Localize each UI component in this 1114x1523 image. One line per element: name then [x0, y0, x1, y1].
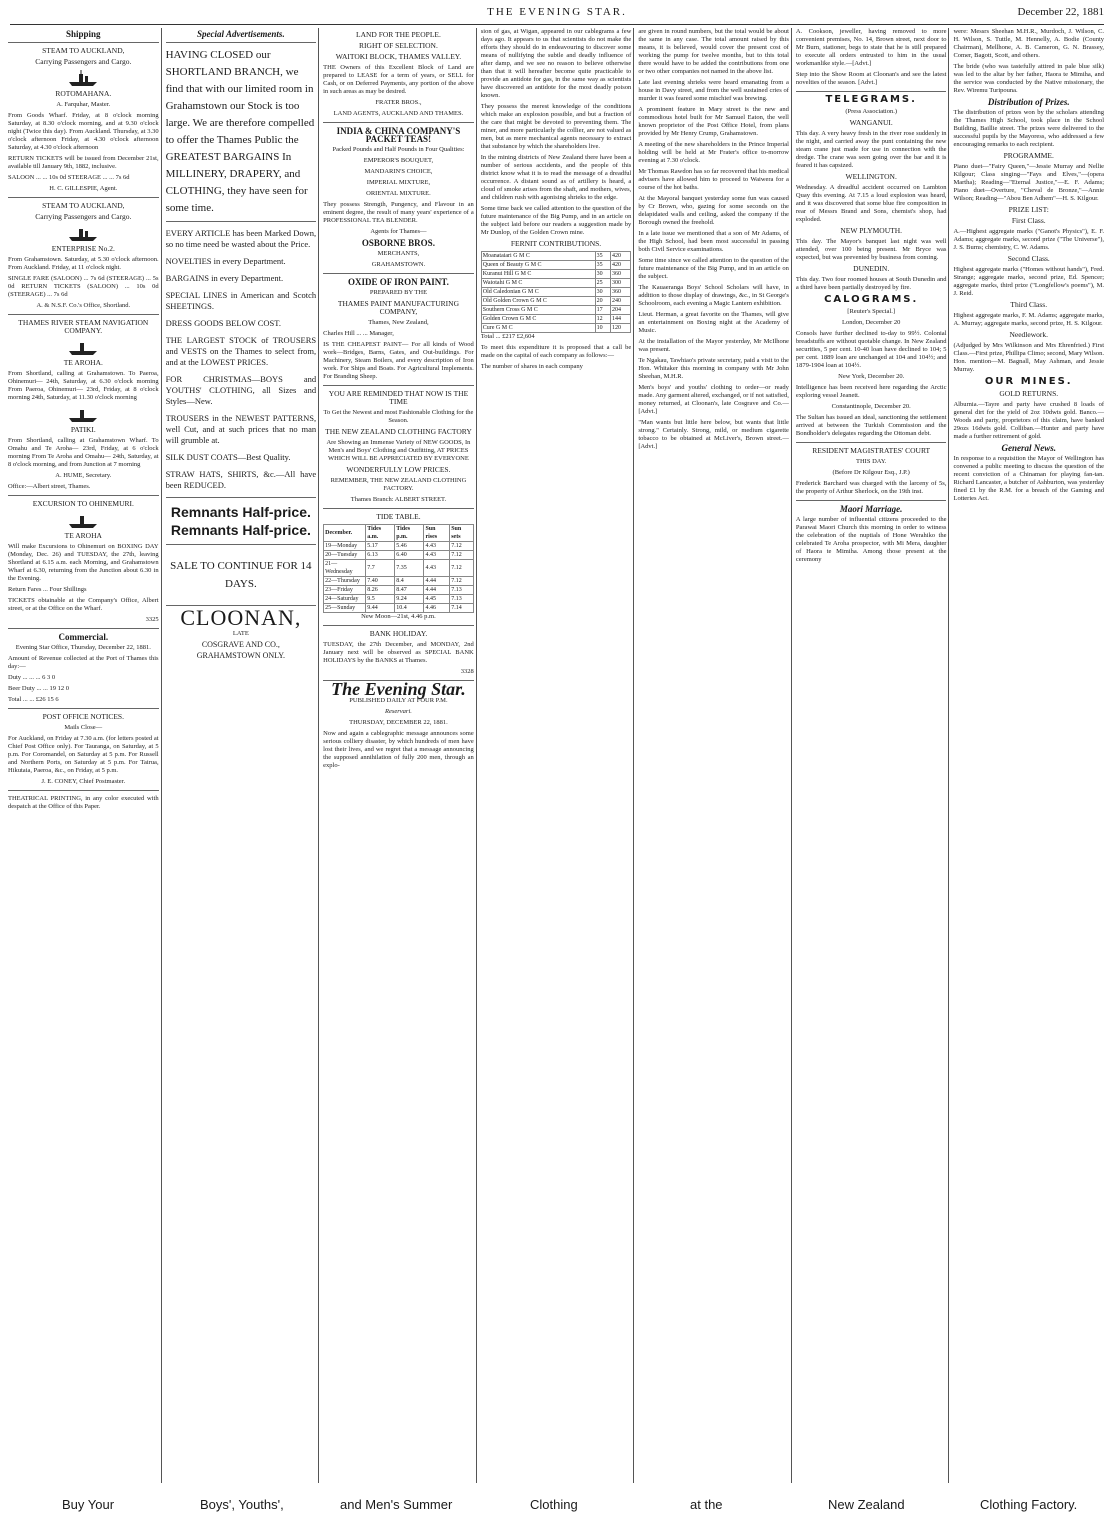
table-cell: 5.17 — [366, 542, 395, 551]
dateline: DUNEDIN. — [853, 264, 890, 273]
tide-header-cell: Tides p.m. — [395, 525, 424, 542]
news-item: The Kauaeranga Boys' School Scholars will have, in addition to those display of drawings, &c., in St George's Schoolroom, each evening a Magic Lantern exhibition. — [638, 284, 789, 307]
article-text: To meet this expenditure it is proposed that a call be made on the capital of each company as follows:— — [480, 344, 632, 359]
ad-agent: A. & N.S.F. Co.'s Office, Shortland. — [36, 302, 131, 309]
ad-agent: A. HUME, Secretary. — [55, 472, 112, 479]
ad-fares: SALOON ... ... 10s 0d STEERAGE ... ... 7s 6d — [8, 174, 130, 181]
table-cell: 7.7 — [366, 560, 395, 577]
table-row — [324, 604, 474, 613]
remnants-banner: Remnants Half-price. — [170, 522, 311, 538]
mines-banner: OUR MINES. — [984, 376, 1073, 387]
table-cell: 4.43 — [424, 551, 450, 560]
subheading: PRIZE LIST: — [1008, 205, 1049, 214]
table-row — [481, 261, 631, 270]
tide-header-cell: December. — [324, 525, 366, 542]
news-item: Some time since we called attention to the question of the future maintenance of the Big Pump, and in an article on the subject. — [638, 257, 789, 280]
divider — [8, 628, 159, 629]
table-row — [481, 324, 631, 333]
table-row — [324, 586, 474, 595]
masthead-date: THURSDAY, DECEMBER 22, 1881. — [349, 719, 448, 726]
court-day: THIS DAY. — [856, 458, 887, 465]
sale-notice: SALE TO CONTINUE FOR 14 DAYS. — [170, 560, 312, 590]
table-cell: 4.43 — [424, 542, 450, 551]
cable-body: The Sultan has issued an ideal, sanctioning the settlement arrived at between the Turkish Commission and the Bondholder's delegates regarding the Ottoman debt. — [795, 414, 947, 437]
ship-name: PATIKI. — [70, 425, 96, 434]
masthead-motto: Reservari. — [384, 708, 412, 715]
table-cell: 20 — [595, 297, 610, 306]
contribution-table — [481, 251, 632, 333]
telegram-body: This day. Two four roomed houses at South Dunedin and a third have been partially destroyed by fire. — [795, 276, 947, 291]
table-cell: 6.13 — [366, 551, 395, 560]
printing-ad: THEATRICAL PRINTING, in any color executed with despatch at the Office of this Paper. — [8, 795, 159, 810]
ad-subtitle: Carrying Passengers and Cargo. — [35, 57, 132, 66]
tide-header-cell: Sun rises — [424, 525, 450, 542]
divider — [323, 273, 474, 274]
ad-signed: FRATER BROS., — [375, 99, 422, 106]
article-text: Highest aggregate marks ("Homes without hands"), Fred. Strange; aggregate marks, second prize, Ed. Spencer; aggregate marks, third prize ("Longfellow's poems"), M. J. Reid. — [953, 266, 1105, 297]
ad-title: YOU ARE REMINDED THAT NOW IS THE TIME — [328, 389, 469, 406]
divider — [166, 42, 317, 43]
divider — [8, 495, 159, 496]
notice-subtitle: Mails Close— — [64, 724, 103, 731]
table-cell: 17 — [595, 306, 610, 315]
table-cell: 360 — [610, 288, 630, 297]
news-item: Te Ngakau, Tawhiao's private secretary, paid a visit to the Hon. Whitaker this morning in company with Mr John Sheehan, M.H.R. — [638, 357, 789, 380]
news-item: Step into the Show Room at Cloonan's and see the latest novelties of the season. [Advt.] — [795, 71, 947, 86]
footer-word: Clothing — [530, 1497, 578, 1512]
subheading: GOLD RETURNS. — [999, 389, 1059, 398]
footer-word: Buy Your — [62, 1497, 115, 1512]
ad-title: LAND FOR THE PEOPLE. — [356, 30, 441, 39]
table-cell: Old Caledonian G M C — [481, 288, 595, 297]
steamship-icon — [67, 511, 99, 529]
article-text: Highest aggregate marks, F. M. Adams; aggregate marks, A. Murray; aggregate marks, second prize, H. S. Kilgour. — [953, 312, 1105, 327]
ad-place: Thames, New Zealand, — [368, 319, 429, 326]
dateline: NEW PLYMOUTH. — [840, 226, 902, 235]
ad-branch: Thames Branch: ALBERT STREET. — [350, 496, 447, 503]
table-cell: Cure G M C — [481, 324, 595, 333]
cablegrams-banner: CALOGRAMS. — [824, 294, 919, 305]
divider — [166, 544, 317, 545]
table-cell: 7.35 — [395, 560, 424, 577]
advertiser-town: GRAHAMSTOWN ONLY. — [196, 651, 285, 660]
divider — [796, 500, 947, 501]
table-cell: 4.46 — [424, 604, 450, 613]
article-text: Some time back we called attention to the question of the future maintenance of the Big Pump, and in an article on the subject laid before our readers a suggestion made by Mr Dunlop, of the Golden Crown mine. — [480, 205, 632, 236]
ad-body: From Shortland, calling at Grahamstown. To Paeroa, Ohinemuri— 24th, Saturday, at 6.30 o'clock morning From Paeroa, Ohinemuri— 23rd, Friday, at 8 o'clock morning 24th, Saturday, at 11.30 o'clock morning — [8, 370, 159, 401]
section-title: Commercial. — [58, 632, 109, 642]
contribution-table-title: FERNIT CONTRIBUTIONS. — [510, 239, 602, 248]
news-item: A meeting of the new shareholders in the Prince Imperial holding will be held at Mr Frater's office to-morrow evening at 7.30 o'clock. — [638, 141, 789, 164]
table-cell: 4.45 — [424, 595, 450, 604]
article-text: sion of gas, at Wigan, appeared in our cablegrams a few days ago. It appears to us that scientists do not make the efforts they should do in endeavouring to discover some means of nullifying the subtle and deadly influence of after damp, and we see no reason to believe otherwise than that it will hereafter become quite practicable to provide an antidote for gas, in the same way as scientists have discovered an antidote for the most deadly poison known. — [480, 28, 632, 99]
news-item: Lieut. Herman, a great favorite on the Thames, will give an entertainment on Boxing night at the Academy of Music. — [638, 311, 789, 334]
news-item: In a late issue we mentioned that a son of Mr Adams, of the High School, had been most successful in passing both Civil Service examinations. — [638, 230, 789, 253]
subheading: First Class. — [1011, 216, 1046, 225]
revenue-total: Total ... ... £26 15 6 — [8, 696, 59, 703]
ad-body: Are Showing an Immense Variety of NEW GOODS, In Men's and Boys' Clothing and Outfitting, AT PRICES WHICH WILL BE APPRECIATED BY EVERYONE — [326, 439, 471, 462]
divider — [8, 314, 159, 315]
table-cell: 12 — [595, 315, 610, 324]
divider — [8, 708, 159, 709]
ad-fares: SINGLE FARE (SALOON) ... 7s 6d (STEERAGE) ... 5s 0d RETURN TICKETS (SALOON) ... 10s 0d (STEERAGE) ... 7s 6d — [8, 275, 159, 298]
table-cell: 24—Saturday — [324, 595, 366, 604]
article-text: Alburnia.—Tayre and party have crushed 8 loads of general dirt for the yield of 2oz 10dwts gold. Banco.—Woods and party, proprietors of this claim, have banked 29ozs 16dwts gold. Colliban.—Hunter and party have made a further retirement of gold. — [953, 401, 1105, 440]
table-cell: 20—Tuesday — [324, 551, 366, 560]
remnants-banner: Remnants Half-price. — [170, 504, 311, 520]
ad-title: EXCURSION TO OHINEMURI. — [32, 499, 134, 508]
ad-block-name: WAITOKI BLOCK, THAMES VALLEY. — [335, 52, 462, 61]
table-row — [324, 551, 474, 560]
table-row — [481, 279, 631, 288]
table-cell: 9.44 — [366, 604, 395, 613]
table-cell: 35 — [595, 261, 610, 270]
table-cell: 5.46 — [395, 542, 424, 551]
tea-quality: EMPEROR'S BOUQUET, — [363, 157, 434, 164]
ad-factory: THE NEW ZEALAND CLOTHING FACTORY — [325, 427, 472, 436]
ad-merchants: MERCHANTS, — [377, 250, 420, 257]
section-title: Special Advertisements. — [197, 29, 285, 39]
table-cell: 360 — [610, 270, 630, 279]
table-cell: Moanataiari G M C — [481, 252, 595, 261]
telegram-body: This day. The Mayor's banquet last night was well attended, over 100 being present. Mr Bryce was expected, but was prevented by business from coming. — [795, 238, 947, 261]
advert-item: DRESS GOODS BELOW COST. — [165, 318, 281, 328]
holiday-title: BANK HOLIDAY. — [369, 629, 428, 638]
advert-item: FOR CHRISTMAS—BOYS and YOUTHS' CLOTHING, all Sizes and Styles—New. — [165, 374, 317, 406]
ship-name: TE AROHA. — [63, 358, 103, 367]
subheading: Needlework. — [1009, 330, 1049, 339]
divider — [323, 385, 474, 386]
section-title: Maori Marriage. — [839, 504, 903, 514]
ad-company: THAMES PAINT MANUFACTURING COMPANY, — [337, 299, 459, 316]
news-item: A. Cookson, jeweller, having removed to more convenient premises, No. 14, Brown street, next door to Mr Burn, stationer, begs to state that he is still prepared to execute all orders entrusted to him in the usual workmanlike style.—[Advt.] — [795, 28, 947, 67]
press-credit: (Press Association.) — [845, 108, 897, 115]
subheading: PROGRAMME. — [1003, 151, 1054, 160]
tide-table — [323, 524, 474, 613]
table-cell: Golden Crown G M C — [481, 315, 595, 324]
steamship-icon — [67, 338, 99, 356]
main-advert: HAVING CLOSED our SHORTLAND BRANCH, we find that with our limited room in Grahamstown our Stock is too large. We are therefore compelled to offer the Thames Public the GREATEST BARGAINS In MILLINERY, DRAPERY, and CLOTHING, they have seen for some time. — [165, 49, 315, 214]
table-cell: 7.12 — [450, 560, 474, 577]
table-cell: 25—Sunday — [324, 604, 366, 613]
article-text: The bride (who was tastefully attired in pale blue silk) was led to the altar by her father, Haora te Mimiha, and the service was conducted by the Native missionary, the Rev. Wiremu Turipouna. — [953, 63, 1105, 94]
tide-header-cell: Sun sets — [450, 525, 474, 542]
table-cell: 144 — [610, 315, 630, 324]
table-row — [481, 297, 631, 306]
divider — [166, 497, 317, 498]
page-date: December 22, 1881 — [1017, 6, 1104, 18]
table-cell: 420 — [610, 261, 630, 270]
newspaper-title: THE EVENING STAR. — [487, 6, 627, 18]
ad-return: RETURN TICKETS will be issued from December 21st, available till January 9th, 1882, inclusive. — [8, 155, 159, 170]
ad-remember: REMEMBER, THE NEW ZEALAND CLOTHING FACTORY. — [330, 477, 467, 492]
table-cell: 30 — [595, 270, 610, 279]
commercial-body: Amount of Revenue collected at the Port of Thames this day:— — [8, 655, 159, 670]
divider — [323, 122, 474, 123]
divider — [796, 91, 947, 92]
steamship-icon — [67, 69, 99, 87]
table-cell: Queen of Beauty G M C — [481, 261, 595, 270]
cable-body: Consols have further declined to-day to 99½. Colonial breadstuffs are without quotable change. In New Zealand securities, 5 per cent. 10-40 loan have declined to 104; 5 per cent. 1889 loan are unchanged at 104 and 104½; and 1879-1904 loan at 104½. — [795, 330, 947, 369]
table-row — [481, 252, 631, 261]
table-cell: 4.44 — [424, 586, 450, 595]
steamship-icon — [67, 405, 99, 423]
news-item: A prominent feature in Mary street is the new and commodious hotel built for Mr Samuel Eaton, the well known proprietor of the Post Office Hotel, from plans provided by Mr Henry Crump, Grahamstown. — [638, 106, 789, 137]
table-row — [324, 560, 474, 577]
steamship-icon — [67, 224, 99, 242]
dateline: Constantinople, December 20. — [831, 403, 911, 410]
table-cell: 8.47 — [395, 586, 424, 595]
ad-firm: OSBORNE BROS. — [361, 238, 435, 248]
advert-item: STRAW HATS, SHIRTS, &c.—All have been REDUCED. — [165, 469, 317, 490]
article-text: A large number of influential citizens proceeded to the Parawai Maori Church this morning in order to witness the celebration of the nuptials of Hone Werahiko the celebrated Te Aroha prospector, with Mi Mera, daughter of Haora te Mimiha. Among those present at the ceremony — [795, 516, 947, 563]
ad-title: OXIDE OF IRON PAINT. — [348, 277, 449, 287]
ad-prepared: PREPARED BY THE — [369, 289, 428, 296]
dateline: London, December 20 — [842, 319, 901, 326]
notice-body: For Auckland, on Friday at 7.30 a.m. (for letters posted at Chief Post Office only). For Tauranga, on Saturday, at 5 p.m. For Coromandel, on Saturday at 5 p.m. For Russell and Northern Ports, on Saturday at 5 p.m. For Tairua, Hikutaia, Paeroa, &c., on Friday, at 5 p.m. — [8, 735, 159, 774]
column-local-news — [638, 28, 792, 1483]
ad-subtitle: Packed Pounds and Half Pounds in Four Qualities: — [332, 146, 465, 153]
ad-manager: Charles Hill ... ... Manager, — [323, 330, 394, 337]
table-cell: 4.44 — [424, 577, 450, 586]
column-telegrams — [796, 28, 950, 1483]
telegram-body: This day. A very heavy fresh in the river rose suddenly in the night, and carried away the punt containing the new steam crane just made for use in connection with the dredge. The crane was seen going over the bar and it is feared it has capsized. — [795, 130, 947, 169]
news-item: Mr Thomas Rawdon has so far recovered that his medical advisers have allowed him to proceed to Waiwera for a course of the hot baths. — [638, 168, 789, 191]
table-cell: 7.12 — [450, 577, 474, 586]
footer-word: Boys', Youths', — [200, 1497, 284, 1512]
section-title: Distribution of Prizes. — [987, 97, 1070, 107]
table-cell: 420 — [610, 252, 630, 261]
article-text: A.—Highest aggregate marks ("Ganot's Physics"), E. F. Adams; aggregate marks, second prize ("The Universe"), J. S. Burns; chemistry, C. W. Adams. — [953, 228, 1105, 251]
masthead: The Evening Star. — [331, 679, 466, 699]
column-shipping — [8, 28, 162, 1483]
columns — [8, 28, 1106, 1483]
table-cell: 9.24 — [395, 595, 424, 604]
table-cell: 21—Wednesday — [324, 560, 366, 577]
dateline: WANGANUI. — [849, 118, 893, 127]
table-row — [324, 595, 474, 604]
column-prizes-mines — [953, 28, 1106, 1483]
divider — [8, 790, 159, 791]
ad-body: Will make Excursions to Ohinemuri on BOXING DAY (Monday, Dec. 26) and TUESDAY, the 27th, leaving Shortland at 6.15 a.m. each Morning, and Grahamstown Wharf at 6.30, returning from the Junction about 6.30 in the Evening. — [8, 543, 159, 582]
dateline: New York, December 20. — [838, 373, 905, 380]
ship-name: TE AROHA — [64, 531, 102, 540]
ad-subtitle: Carrying Passengers and Cargo. — [35, 212, 132, 221]
column-special-ads — [166, 28, 320, 1483]
table-row — [324, 577, 474, 586]
news-item: Men's boys' and youths' clothing to order—or ready made. Any garment altered, exchanged, or if not satisfied, money returned, at Cloonan's, late Cosgrave and Co.—[Advt.] — [638, 384, 789, 415]
table-cell: Kuranui Hill G M C — [481, 270, 595, 279]
ad-town: GRAHAMSTOWN. — [371, 261, 426, 268]
article-text: (Adjudged by Mrs Wilkinson and Mrs Ehrenfried.) First Class.—First prize, Phillipa Climo; second, Mary Wilson. Hon. mention—M. Bagnall, May Ashman, and Jessie Murray. — [953, 342, 1105, 373]
advertiser-name: CLOONAN, — [180, 605, 302, 630]
footer-word: and Men's Summer — [340, 1497, 453, 1512]
ad-body: IS THE CHEAPEST PAINT— For all kinds of Wood work—Bridges, Barns, Gates, and Out-buildings. For Machinery, Steam Boilers, and every description of Iron work. For Ships and Boats. For Agricultural Implements. For Branding Sheep. — [323, 341, 474, 380]
telegram-body: Wednesday. A dreadful accident occurred on Lambton Quay this evening. At 7.15 a loud explosion was heard, and it was discovered that some blue fire composition in rear of Messrs Brand and Sons, chemist's shop, had exploded. — [795, 184, 947, 223]
table-cell: 4.43 — [424, 560, 450, 577]
contribution-total: Total ... £217 £2,604 — [480, 333, 535, 340]
ad-office: Office:—Albert street, Thames. — [8, 483, 91, 490]
divider — [166, 221, 317, 222]
ad-body: From Grahamstown. Saturday, at 5.30 o'clock afternoon. From Auckland. Friday, at 11 o'clock night. — [8, 256, 159, 271]
table-cell: 6.40 — [395, 551, 424, 560]
table-cell: 9.5 — [366, 595, 395, 604]
table-cell: 19—Monday — [324, 542, 366, 551]
ad-title: INDIA & CHINA COMPANY'S PACKET TEAS! — [336, 126, 461, 144]
footer-word: Clothing Factory. — [980, 1497, 1078, 1512]
subheading: Second Class. — [1007, 254, 1050, 263]
table-cell: 7.13 — [450, 595, 474, 604]
news-item: Late last evening shrieks were heard emanating from a house in Davy street, and from the well sustained cries of murder it was feared some mischief was brewing. — [638, 79, 789, 102]
subheading: Third Class. — [1010, 300, 1048, 309]
table-cell: 10 — [595, 324, 610, 333]
table-cell: 22—Thursday — [324, 577, 366, 586]
article-text: They possess the merest knowledge of the conditions which make an explosion possible, and but a fraction of the care that might be devoted to preventing them. The miner, and more particularly the collier, are not valued as men, but as mere mechanical agents necessary to extract that substance by which the shareholders live. — [480, 103, 632, 150]
table-cell: 35 — [595, 252, 610, 261]
article-text: The distribution of prizes won by the scholars attending the Thames High School, took place in the School Building, Baillie street. The prizes were delivered to the successful pupils by the Mayoress, who addressed a few encouraging remarks to each recipient. — [953, 109, 1105, 148]
news-item: "Man wants but little here below, but wants that little strong." Certainly. Strong, mild, or medium cigarette tobacco to be obtained at McLiver's, Brown street.—[Advt.] — [638, 419, 789, 450]
table-cell: 204 — [610, 306, 630, 315]
ad-note: TICKETS obtainable at the Company's Office, Albert street, or at the Office on the Wharf. — [8, 597, 159, 612]
ad-title: STEAM TO AUCKLAND, — [42, 46, 125, 55]
ad-prices: WONDERFULLY LOW PRICES. — [346, 465, 451, 474]
ship-master: A. Farquhar, Master. — [56, 101, 111, 108]
revenue-row: Duty ... ... ... 6 3 0 — [8, 674, 56, 681]
table-cell: 23—Friday — [324, 586, 366, 595]
section-title: General News. — [1001, 443, 1056, 453]
footer-word: at the — [690, 1497, 723, 1512]
advert-item: BARGAINS in every Department. — [165, 273, 284, 283]
table-cell: 30 — [595, 288, 610, 297]
news-item: At the Mayoral banquet yesterday some fun was caused by Cr Brown, who, gazing for some seconds on the delapidated walls and ceiling, asked the company if the Borough owned the freehold. — [638, 195, 789, 226]
advert-item: SPECIAL LINES in American and Scotch SHEETINGS. — [165, 290, 317, 311]
advert-item: SILK DUST COATS—Best Quality. — [165, 452, 291, 462]
ad-agents: LAND AGENTS, AUCKLAND AND THAMES. — [333, 110, 464, 117]
footer-word: New Zealand — [828, 1497, 905, 1512]
masthead-sub: PUBLISHED DAILY AT FOUR P.M. — [349, 697, 448, 704]
table-row — [481, 270, 631, 279]
advertiser-late: LATE — [232, 630, 249, 637]
advert-item: TROUSERS in the NEWEST PATTERNS, well Cut, and at such prices that no man will grumble at. — [165, 413, 317, 445]
article-text: In response to a requisition the Mayor of Wellington has convened a public meeting to discuss the question of the recent conviction of a Chinaman for playing fan-tan. Richard Lancaster, a butcher of Ashburton, was yesterday fined £1 by the R.M. for a breach of the Gaming and Lotteries Act. — [953, 455, 1105, 502]
table-row — [481, 306, 631, 315]
column-leader — [481, 28, 635, 1483]
table-row — [481, 288, 631, 297]
table-cell: 10.4 — [395, 604, 424, 613]
tea-quality: IMPERIAL MIXTURE, — [366, 179, 431, 186]
ad-body: They possess Strength, Pungency, and Flavour in an eminent degree, the result of many years' experience of a PROFESSIONAL TEA BLENDER. — [323, 201, 474, 224]
page-header — [10, 6, 1104, 25]
tide-note: New Moon—21st, 4.46 p.m. — [361, 613, 436, 620]
article-text: were: Messrs Sheehan M.H.R., Murdoch, J. Wilson, C. H. Wilson, S. Tuttle, M. Hennelly, A. Bodie (County Chairman), Mellhone, A. B. Cameron, G. N. Brassey, Comer, Bagott, Scott, and others. — [953, 28, 1105, 59]
ad-code: 3325 — [145, 616, 159, 623]
ad-title: STEAM TO AUCKLAND, — [42, 201, 125, 210]
table-cell: 8.26 — [366, 586, 395, 595]
tide-header-cell: Tides a.m. — [366, 525, 395, 542]
divider — [796, 442, 947, 443]
holiday-body: TUESDAY, the 27th December, and MONDAY, 2nd January next will be observed as SPECIAL BANK HOLIDAYS by the BANKS at Thames. — [323, 641, 474, 664]
telegrams-banner: TELEGRAMS. — [825, 94, 917, 105]
news-item: At the installation of the Mayor yesterday, Mr McIlhone was present. — [638, 338, 789, 353]
table-cell: 7.12 — [450, 542, 474, 551]
table-cell: 7.13 — [450, 586, 474, 595]
ad-subtitle: To Get the Newest and most Fashionable Clothing for the Season. — [323, 409, 474, 424]
article-text: The number of shares in each company — [480, 363, 583, 370]
tide-table-title: TIDE TABLE. — [376, 512, 421, 521]
table-cell: 240 — [610, 297, 630, 306]
notice-signed: J. E. CONEY, Chief Postmaster. — [41, 778, 126, 785]
table-cell: 25 — [595, 279, 610, 288]
news-item: are given in round numbers, but the total would be about the same in any case. The total amount raised by this means, it is believed, would cover the present cost of working the pump for twelve months, but to this total there would have to be added the contributions from one or two other companies not named in the above list. — [638, 28, 789, 75]
table-cell: Old Golden Crown G M C — [481, 297, 595, 306]
article-text: In the mining districts of New Zealand there have been a number of serious accidents, and the people of this district know what it is to read the message of a dreadful occurrence. A distant sound as of artillery is heard, a cloud of smoke arises from the shaft, and mothers, wives, and children rush with agonising shrieks to the edge. — [480, 154, 632, 201]
ship-name: ENTERPRISE No.2. — [51, 244, 115, 253]
table-row — [324, 542, 474, 551]
footer-advert — [0, 1497, 1114, 1517]
commercial-subtitle: Evening Star Office, Thursday, December 22, 1881. — [15, 644, 151, 651]
table-cell: 7.40 — [366, 577, 395, 586]
reuter-credit: [Reuter's Special.] — [847, 308, 896, 315]
advert-item: EVERY ARTICLE has been Marked Down, so no time need be wasted about the Price. — [165, 228, 317, 249]
table-cell: 7.12 — [450, 551, 474, 560]
table-row — [481, 315, 631, 324]
ad-body: THE Owners of this Excellent Block of Land are prepared to LEASE for a term of years, or SELL for Cash, or on Deferred Payments, any portion of the above in such areas as may be desired. — [323, 64, 474, 95]
advert-item: THE LARGEST STOCK of TROUSERS and VESTS on the Thames to select from, and at the LOWEST PRICES. — [165, 335, 317, 367]
tea-quality: MANDARIN'S CHOICE, — [364, 168, 433, 175]
advert-item: NOVELTIES in every Department. — [165, 256, 286, 266]
table-cell: 300 — [610, 279, 630, 288]
advertiser-firm: COSGRAVE AND CO., — [201, 640, 280, 649]
ad-subtitle: RIGHT OF SELECTION. — [359, 41, 438, 50]
divider — [323, 625, 474, 626]
ship-name: ROTOMAHANA. — [55, 89, 112, 98]
leader-article: Now and again a cablegraphic message announces some serious colliery disaster, by which hundreds of men have lost their lives, and we regret that a message announcing the supposed annihilation of fully 200 men, through an explo- — [323, 730, 474, 769]
ad-body: From Shortland, calling at Grahamstown Wharf. To Omahu and Te Aroha— 23rd, Friday, at 6 o'clock morning From Te Aroha and Omahu— 24th, Saturday, at 8 o'clock morning, and from Junction at 7 morning — [8, 437, 159, 468]
holiday-code: 3328 — [460, 668, 474, 675]
divider — [8, 197, 159, 198]
revenue-row: Beer Duty ... ... 19 12 0 — [8, 685, 70, 692]
divider — [8, 42, 159, 43]
ad-fares: Return Fares ... Four Shillings — [8, 586, 87, 593]
divider — [323, 508, 474, 509]
court-before: (Before Dr Kilgour Esq., J.P.) — [832, 469, 910, 476]
ad-title: THAMES RIVER STEAM NAVIGATION COMPANY. — [18, 318, 149, 335]
tea-quality: ORIENTAL MIXTURE. — [366, 190, 431, 197]
table-cell: 7.14 — [450, 604, 474, 613]
ad-agent: H. C. GILLESPIE, Agent. — [49, 185, 118, 192]
ad-body: From Goods Wharf. Friday, at 8 o'clock morning Saturday, at 8.30 o'clock morning, and at 9.30 o'clock night (Twice this day). From Auckland. Thursday, at 3.30 o'clock afternoon Friday, at 4.30 o'clock afternoon Saturday, at 4.30 o'clock afternoon — [8, 112, 159, 151]
table-cell: 120 — [610, 324, 630, 333]
article-text: Piano duet—"Fairy Queen,"—Jessie Murray and Nellie Kilgour; Class singing—"Fays and Elves,"—(opera Martha); Reading—"Eternal Justice,"—E. F. Adams; Piano duet—Overture, "Cheval de Bronze,"—Annie Wilson; Reading—"Abou Ben Adhem"—H. S. Kilgour. — [953, 163, 1105, 202]
table-cell: Southern Cross G M C — [481, 306, 595, 315]
court-title: RESIDENT MAGISTRATES' COURT — [812, 446, 931, 455]
table-cell: Waiotahi G M C — [481, 279, 595, 288]
column-ads-and-masthead — [323, 28, 477, 1483]
cable-body: Intelligence has been received here regarding the Arctic exploring vessel Jeanett. — [795, 384, 947, 399]
notice-title: POST OFFICE NOTICES. — [42, 712, 124, 721]
dateline: WELLINGTON. — [845, 172, 897, 181]
table-cell: 8.4 — [395, 577, 424, 586]
ad-agents: Agents for Thames— — [370, 228, 427, 235]
court-body: Frederick Barchard was charged with the larceny of 5s, the property of Arthur Sherlock, on the 19th inst. — [795, 480, 947, 495]
section-title: Shipping — [66, 29, 101, 39]
